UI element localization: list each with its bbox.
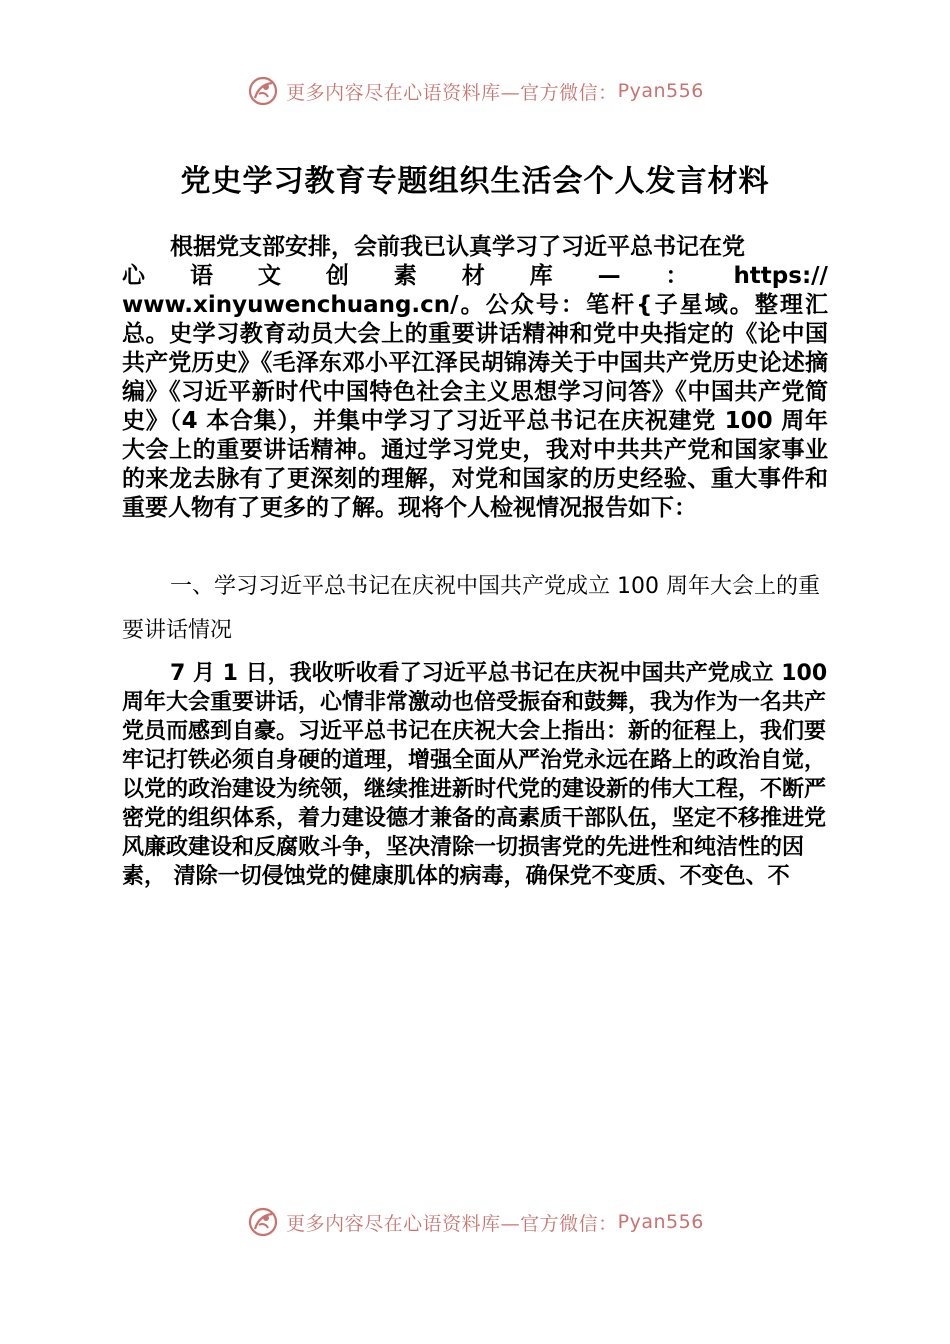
flower-brand-logo-icon — [246, 74, 280, 108]
paragraph-intro-line2 — [122, 262, 828, 291]
watermark-contact: Pyan556 — [617, 1211, 704, 1233]
spread-char: 文 — [257, 263, 281, 289]
section-heading-1: 一、学习习近平总书记在庆祝中国共产党成立 100 周年大会上的重要讲话情况 — [122, 574, 820, 643]
spread-char: 心 — [122, 263, 145, 289]
paragraph-intro — [122, 233, 828, 523]
paragraph-intro-line1: 根据党支部安排，会前我已认真学习了习近平总书记在党 — [170, 234, 745, 260]
spread-char: 材 — [461, 263, 485, 289]
spread-char: 库 — [529, 263, 553, 289]
document-title: 党史学习教育专题组织生活会个人发言材料 — [180, 164, 770, 199]
watermark-contact: Pyan556 — [617, 80, 704, 102]
watermark-footer — [0, 1205, 950, 1239]
spread-char: https:// — [733, 263, 828, 289]
spread-char: — — [597, 263, 621, 289]
watermark-header — [0, 74, 950, 108]
spread-char: 素 — [393, 263, 417, 289]
paragraph-intro-rest: www.xinyuwenchuang.cn/。公众号：笔杆{子星域。整理汇总。史学习教育动员大会上的重要讲话精神和党中央指定的《论中国共产党历史》《毛泽东邓小平江泽民胡锦涛关于中国共产党历史论述摘编》《习近平新时代中国特色社会主义思想学习问答》《中国共产党简史》（4 本合集），并集中学习了习近平总书记在庆祝建党 100 周年大会上的重要讲话精神。通过学习党史，我对中共共产党和国家事业的来龙去脉有了更深刻的理解，对党和国家的历史经验、重大事件和重要人物有了更多的了解。现将个人检视情况报告如下： — [122, 292, 828, 521]
watermark-text: 更多内容尽在心语资料库—官方微信： — [286, 81, 618, 104]
spread-char: ： — [665, 263, 689, 289]
paragraph-section-1: 7 月 1 日，我收听收看了习近平总书记在庆祝中国共产党成立 100 周年大会重要讲话，心情非常激动也倍受振奋和鼓舞，我为作为一名共产党员而感到自豪。习近平总书记在庆祝大会上指出：新的征程上，我们要牢记打铁必须自身硬的道理，增强全面从严治党永远在路上的政治自觉，以党的政治建设为统领，继续推进新时代党的建设新的伟大工程，不断严密党的组织体系，着力建设德才兼备的高素质干部队伍，坚定不移推进党风廉政建设和反腐败斗争，坚决清除一切损害党的先进性和纯洁性的因素， 清除一切侵蚀党的健康肌体的病毒，确保党不变质、不变色、不 — [122, 661, 828, 889]
flower-brand-logo-icon — [246, 1205, 280, 1239]
watermark-text: 更多内容尽在心语资料库—官方微信： — [286, 1212, 618, 1235]
spread-char: 创 — [325, 263, 349, 289]
spread-char: 语 — [189, 263, 213, 289]
